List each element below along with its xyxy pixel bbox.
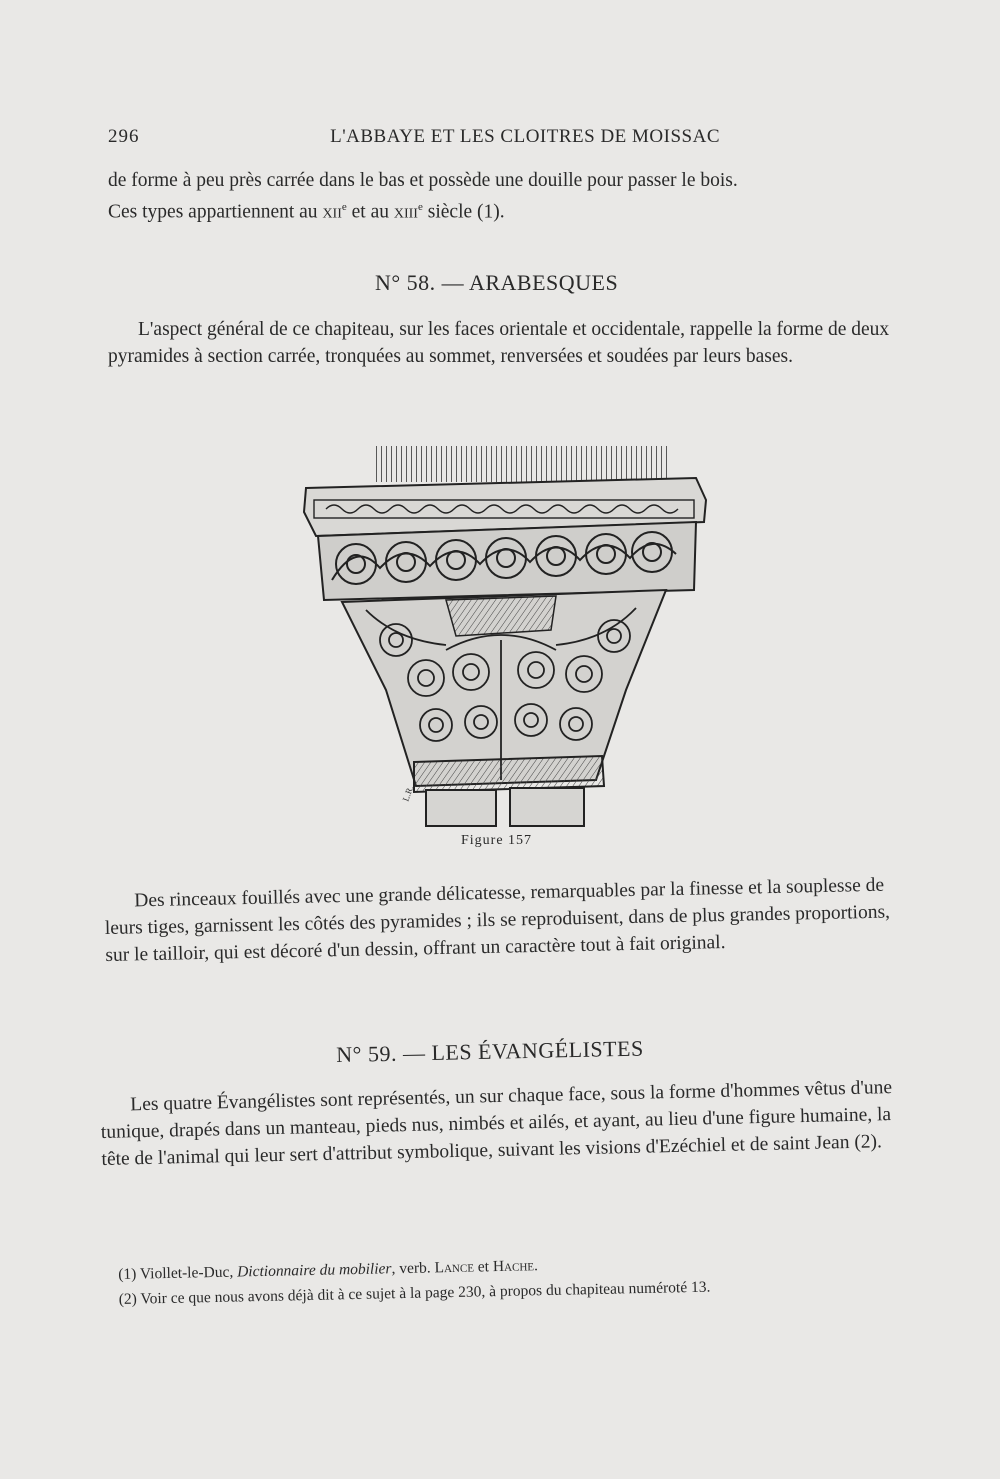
running-title: L'ABBAYE ET LES CLOITRES DE MOISSAC (330, 126, 720, 147)
page-number: 296 (108, 126, 140, 147)
central-shadow (446, 596, 556, 636)
footnote-1: (1) Viollet-le-Duc, Dictionnaire du mobilier, verb. Lance et Hache. (118, 1257, 539, 1283)
section-59-paragraph: Les quatre Évangélistes sont représentés, un sur chaque face, sous la forme d'hommes vêtus d'une tunique, drapés dans un manteau, pieds nus, nimbés et ailés, et ayant, au lieu d'une figure humaine, la tête de l'animal qui leur sert d'attribut symbolique, suivant les visions d'Ezéchiel et de saint Jean (2). (100, 1077, 893, 1170)
wall-hatching (372, 446, 668, 482)
intro-paragraph (108, 167, 912, 226)
upper-band (318, 522, 696, 600)
figure-caption: Figure 157 (461, 833, 533, 848)
capital-engraving (296, 440, 716, 830)
engraver-signature: L.R. (400, 784, 416, 803)
intro-line-2: Ces types appartiennent au xii$^e$ et au xiii$^e$ siècle (1). (108, 201, 505, 223)
section-58-paragraph: L'aspect général de ce chapiteau, sur les faces orientale et occidentale, rappelle la forme de deux pyramides à section carrée, tronquées au sommet, renversées et soudées par leurs bases. (108, 319, 890, 367)
intro-line-1: de forme à peu près carrée dans le bas et possède une douille pour passer le bois. (108, 170, 738, 191)
columns (426, 788, 584, 826)
section-58-heading: N° 58. — ARABESQUES (375, 270, 619, 295)
body-paragraph-2: Des rinceaux fouillés avec une grande délicatesse, remarquables par la finesse et la souplesse de leurs tiges, garnissent les côtés des pyramides ; ils se reproduisent, dans de plus grandes proportions, sur le tailloir, qui est décoré d'un dessin, offrant un caractère tout à fait original. (104, 874, 891, 966)
capital-engraving-drawing (296, 440, 716, 830)
footnote-2: (2) Voir ce que nous avons déjà dit à ce sujet à la page 230, à propos du chapiteau numéroté 13. (118, 1278, 711, 1308)
footnotes (118, 1246, 879, 1312)
page-header (108, 126, 720, 154)
section-59-heading: N° 59. — LES ÉVANGÉLISTES (336, 1035, 644, 1067)
astragal (414, 756, 604, 792)
